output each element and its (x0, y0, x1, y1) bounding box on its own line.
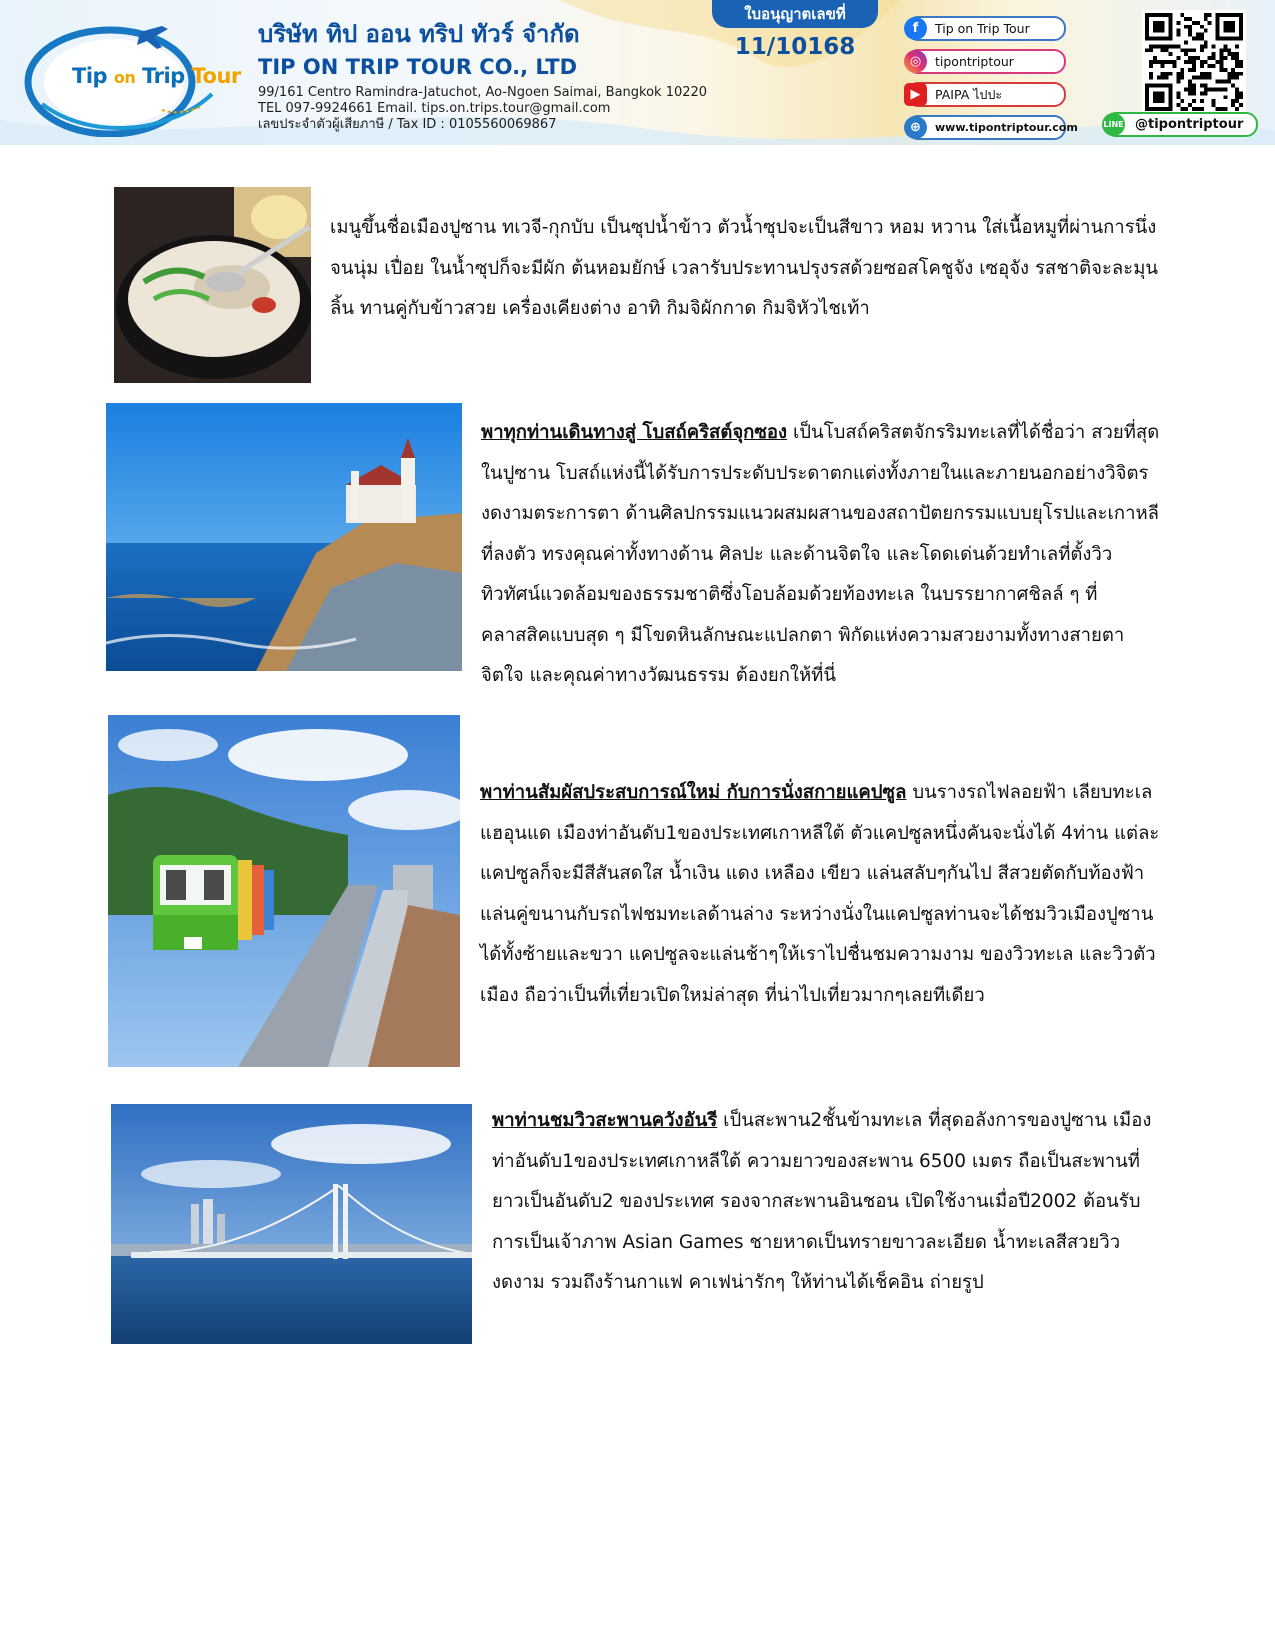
company-address: 99/161 Centro Ramindra-Jatuchot, Ao-Ngoen Saimai, Bangkok 10220 (258, 85, 708, 100)
facebook-icon: f (904, 17, 927, 40)
section-body: เป็นโบสถ์คริสตจักรริมทะเลที่ได้ชื่อว่า สวยที่สุดในปูซาน โบสถ์แห่งนี้ได้รับการประดับประดาตกแต่งทั้งภายในและภายนอกอย่างวิจิตรงดงามตระการตา ด้านศิลปกรรมแนวผสมผสานของสถาปัตยกรรมแบบยุโรปและเกาหลีที่ลงตัว ทรงคุณค่าทั้งทางด้าน ศิลปะ และด้านจิตใจ และโดดเด่นด้วยทำเลที่ตั้งวิวทิวทัศน์แวดล้อมของธรรมชาติซึ่งโอบล้อมด้วยท้องทะเล ในบรรยากาศชิลล์ ๆ ที่คลาสสิคแบบสุด ๆ มีโขดหินลักษณะแปลกตา พิกัดแห่งความสวยงามทั้งทางสายตา จิตใจ และคุณค่าทางวัฒนธรรม ต้องยกให้ที่นี่ (481, 422, 1160, 686)
section-heading: พาท่านสัมผัสประสบการณ์ใหม่ กับการนั่งสกายแคปซูล (480, 782, 907, 803)
gwangan-bridge-photo (111, 1104, 472, 1344)
website-link[interactable]: ⊕ www.tipontriptour.com (906, 115, 1066, 140)
letterhead-banner (0, 0, 1275, 145)
qr-code (1142, 10, 1246, 114)
instagram-link[interactable]: ◎ tipontriptour (906, 49, 1066, 74)
facebook-link[interactable]: f Tip on Trip Tour (906, 16, 1066, 41)
pork-soup-photo (114, 187, 311, 383)
section-soup-text (330, 208, 1165, 330)
line-icon: LINE (1102, 113, 1125, 136)
instagram-icon: ◎ (904, 50, 927, 73)
section-body: เมนูขึ้นชื่อเมืองปูซาน ทเวจี-กุกบับ เป็นซุปน้ำข้าว ตัวน้ำซุปจะเป็นสีขาว หอม หวาน ใส่เนื้อหมูที่ผ่านการนึ่งจนนุ่ม เปื่อย ในน้ำซุปก็จะมีผัก ต้นหอมยักษ์ เวลารับประทานปรุงรสด้วยซอสโคชูจัง เซอุจัง รสชาติจะละมุนลิ้น ทานคู่กับข้าวสวย เครื่องเคียงต่าง อาทิ กิมจิผักกาด กิมจิหัวไชเท้า (330, 217, 1159, 319)
youtube-icon: ▶ (904, 83, 927, 106)
company-logo: Tip on Trip Tour (22, 12, 222, 137)
jukseong-church-photo (106, 403, 462, 671)
globe-icon: ⊕ (904, 116, 927, 139)
section-capsule-text (480, 773, 1170, 1016)
line-link[interactable]: LINE @tipontriptour (1104, 112, 1258, 137)
company-info (258, 14, 707, 133)
social-links (906, 16, 1078, 145)
section-bridge-text (492, 1101, 1167, 1304)
section-heading: พาทุกท่านเดินทางสู่ โบสถ์คริสต์จุกซอง (481, 422, 788, 443)
section-church-text (481, 413, 1166, 697)
company-name-english: TIP ON TRIP TOUR CO., LTD (258, 55, 578, 79)
sky-capsule-photo (108, 715, 460, 1067)
section-body: บนรางรถไฟลอยฟ้า เลียบทะเลแฮอุนแด เมืองท่าอันดับ1ของประเทศเกาหลีใต้ ตัวแคปซูลหนึ่งคันจะนั่งได้ 4ท่าน แต่ละแคปซูลก็จะมีสีสันสดใส น้ำเงิน แดง เหลือง เขียว แล่นสลับๆกันไป สีสวยตัดกับท้องฟ้า แล่นคู่ขนานกับรถไฟชมทะเลด้านล่าง ระหว่างนั่งในแคปซูลท่านจะได้ชมวิวเมืองปูซานได้ทั้งซ้ายและขวา แคปซูลจะแล่นช้าๆให้เราไปชื่นชมความงาม ของวิวทะเล และวิวตัวเมือง ถือว่าเป็นที่เที่ยวเปิดใหม่ล่าสุด ที่น่าไปเที่ยวมากๆเลยทีเดียว (480, 782, 1160, 1006)
section-body: เป็นสะพาน2ชั้นข้ามทะเล ที่สุดอลังการของปูซาน เมืองท่าอันดับ1ของประเทศเกาหลีใต้ ความยาวของสะพาน 6500 เมตร ถือเป็นสะพานที่ยาวเป็นอันดับ2 ของประเทศ รองจากสะพานอินชอน เปิดใช้งานเมื่อปี2002 ต้อนรับการเป็นเจ้าภาพ Asian Games ชายหาดเป็นทรายขาวละเอียด น้ำทะเลสีสวยวิวงดงาม รวมถึงร้านกาแฟ คาเฟน่ารักๆ ให้ท่านได้เช็คอิน ถ่ายรูป (492, 1110, 1152, 1293)
youtube-link[interactable]: ▶ PAIPA ไปปะ (906, 82, 1066, 107)
company-contact: TEL 097-9924661 Email. tips.on.trips.tour@gmail.com (258, 101, 611, 116)
section-heading: พาท่านชมวิวสะพานควังอันรี (492, 1110, 718, 1131)
license-number: 11/10168 (734, 34, 856, 60)
license-label: ใบอนุญาตเลขที่ (712, 0, 878, 28)
company-tax-id: เลขประจำตัวผู้เสียภาษี / Tax ID : 0105560069867 (258, 117, 557, 132)
company-name-thai: บริษัท ทิป ออน ทริป ทัวร์ จำกัด (258, 20, 580, 48)
